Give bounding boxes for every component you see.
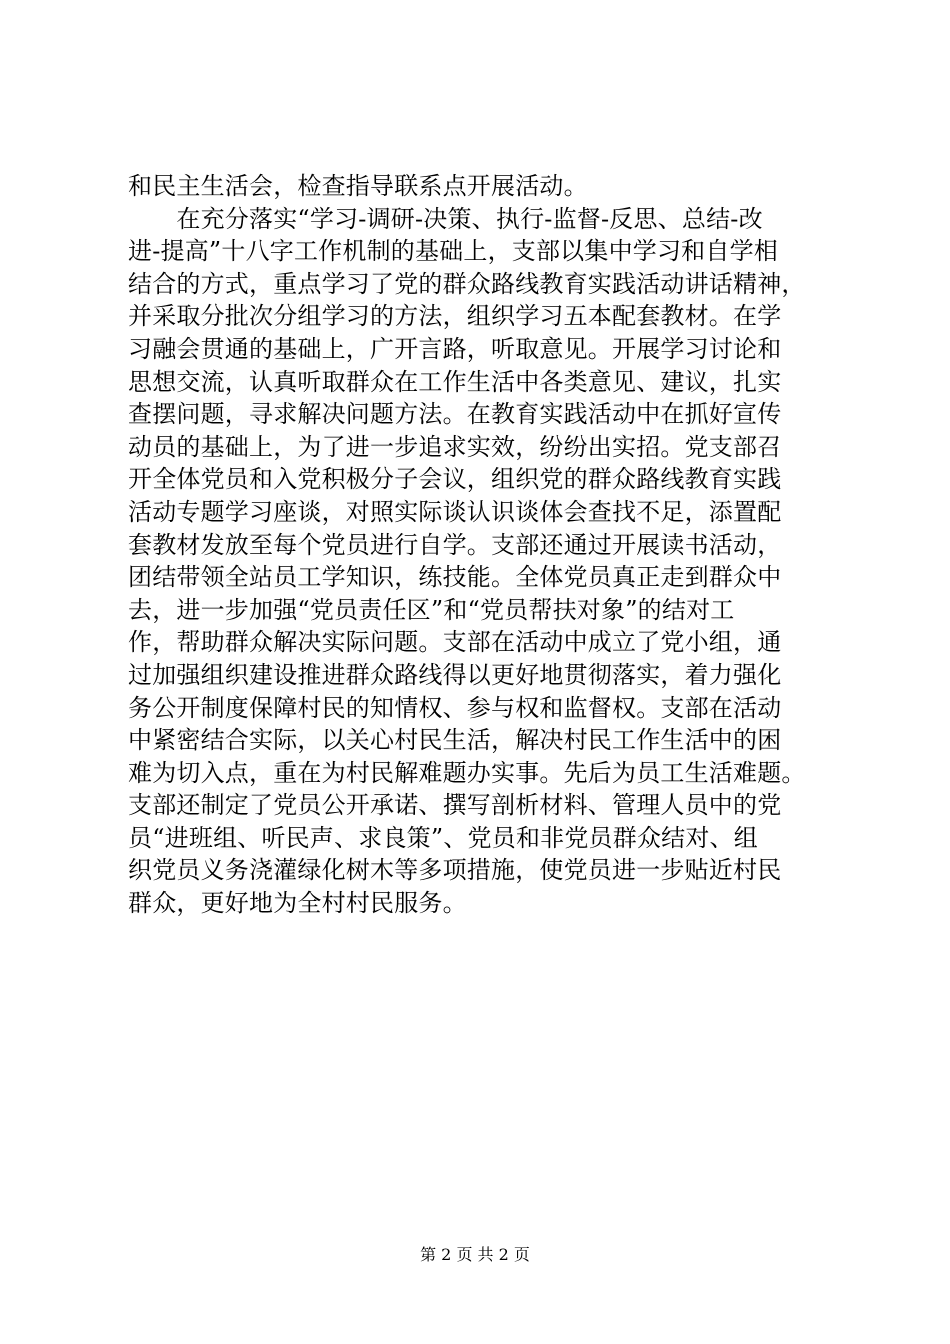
text-line: 活动专题学习座谈，对照实际谈认识谈体会查找不足，添置配: [128, 497, 782, 526]
text-line: 务公开制度保障村民的知情权、参与权和监督权。支部在活动: [128, 693, 782, 722]
text-line: 开全体党员和入党积极分子会议，组织党的群众路线教育实践: [128, 465, 782, 494]
text-line: 思想交流，认真听取群众在工作生活中各类意见、建议，扎实: [128, 367, 782, 396]
text-line: 套教材发放至每个党员进行自学。支部还通过开展读书活动，: [128, 530, 782, 559]
text-line: 并采取分批次分组学习的方法，组织学习五本配套教材。在学: [128, 302, 782, 331]
text-line: 支部还制定了党员公开承诺、撰写剖析材料、管理人员中的党: [128, 791, 782, 820]
page-number-footer: 第 2 页 共 2 页: [420, 1245, 530, 1264]
text-line: 群众，更好地为全村村民服务。: [128, 889, 467, 918]
text-line: 作，帮助群众解决实际问题。支部在活动中成立了党小组，通: [128, 628, 782, 657]
text-line: 习融会贯通的基础上，广开言路，听取意见。开展学习讨论和: [128, 334, 782, 363]
text-line: 员“进班组、听民声、求良策”、党员和非党员群众结对、组: [128, 823, 758, 852]
body-text: [128, 170, 828, 920]
text-line: 查摆问题，寻求解决问题方法。在教育实践活动中在抓好宣传: [128, 400, 782, 429]
text-line: 结合的方式，重点学习了党的群众路线教育实践活动讲话精神，: [128, 269, 806, 298]
text-line: 织党员义务浇灌绿化树木等多项措施，使党员进一步贴近村民: [128, 856, 782, 885]
text-line: 过加强组织建设推进群众路线得以更好地贯彻落实，着力强化: [128, 660, 782, 689]
text-line: 在充分落实“学习-调研-决策、执行-监督-反思、总结-改: [128, 204, 763, 233]
text-line: 团结带领全站员工学知识，练技能。全体党员真正走到群众中: [128, 563, 782, 592]
text-line: 进-提高”十八字工作机制的基础上，支部以集中学习和自学相: [128, 237, 778, 266]
text-line: 和民主生活会，检查指导联系点开展活动。: [128, 172, 588, 200]
text-line: 中紧密结合实际，以关心村民生活，解决村民工作生活中的困: [128, 726, 782, 755]
text-line: 动员的基础上，为了进一步追求实效，纷纷出实招。党支部召: [128, 432, 782, 461]
text-line: 去，进一步加强“党员责任区”和“党员帮扶对象”的结对工: [128, 595, 735, 624]
text-line: 难为切入点，重在为村民解难题办实事。先后为员工生活难题。: [128, 758, 806, 787]
